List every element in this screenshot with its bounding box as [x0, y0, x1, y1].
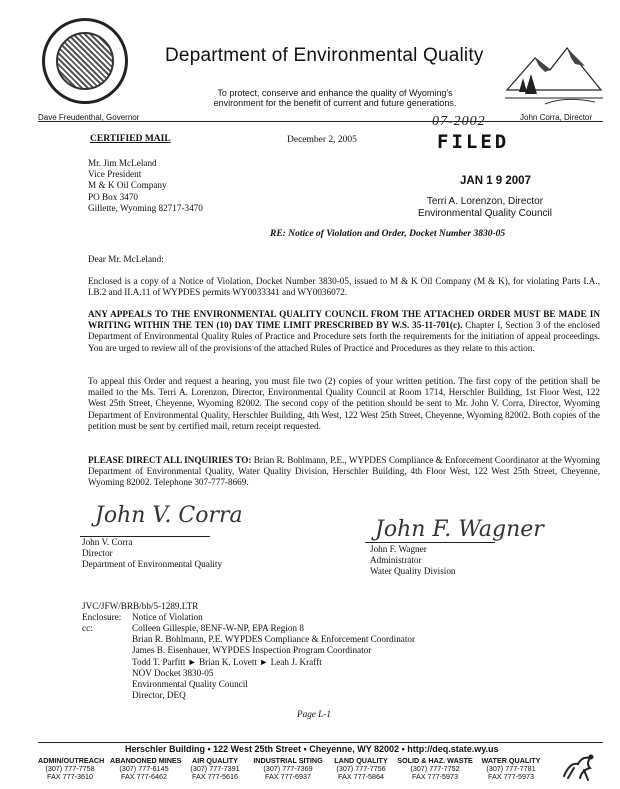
- office-name: LAND QUALITY: [334, 756, 388, 765]
- cc-item: James B. Eisenhauer, WYPDES Inspection Program Coordinator: [132, 645, 372, 656]
- office-fax: FAX 777-5973: [412, 772, 458, 782]
- page-number: Page L-1: [297, 709, 331, 719]
- letterhead-divider: [38, 121, 603, 122]
- footer-divider: [38, 742, 603, 743]
- signer-title: Administrator: [370, 555, 422, 566]
- governor-name: Dave Freudenthal, Governor: [38, 113, 140, 122]
- subject-line: RE: Notice of Violation and Order, Docket Number 3830-05: [270, 229, 506, 239]
- office-name: ADMIN/OUTREACH: [38, 756, 105, 765]
- office-phone: (307) 777-7752: [410, 764, 460, 774]
- filed-stamp-name: Terri A. Lorenzon, Director: [426, 196, 544, 207]
- appeals-warning: ANY APPEALS TO THE ENVIRONMENTAL QUALITY COUNCIL FROM THE ATTACHED ORDER MUST BE MADE IN WRITING WITHIN THE TEN (10) DAY TIME LIMIT PRESCRIBED BY W.S. 35-11-701(c).: [88, 309, 600, 331]
- paragraph-inquiries: [88, 455, 600, 489]
- cc-item: Brian R. Bohlmann, P.E. WYPDES Compliance & Enforcement Coordinator: [132, 634, 416, 645]
- appeals-details: Chapter I, Section 3 of the enclosed Department of Environmental Quality Rules of Practice and Procedure sets forth the requirements for the initiation of appeal proceedings. You are urged to review all of the provisions of the attached Rules of Practice and Procedures as they relate to this action.: [88, 320, 600, 353]
- office-fax: FAX 777-5864: [338, 772, 384, 782]
- office-phone: (307) 777-7369: [263, 764, 313, 774]
- cc-item: Director, DEQ: [132, 690, 186, 701]
- office-phone: (307) 777-6145: [119, 764, 169, 774]
- office-industrial-siting: [252, 757, 324, 782]
- footer-address: Herschler Building • 122 West 25th Street • Cheyenne, WY 82002 • http://deq.state.wy.us: [125, 744, 499, 754]
- signature-corra: John V. Corra: [95, 503, 243, 528]
- office-name: INDUSTRIAL SITING: [253, 756, 323, 765]
- office-solid-haz-waste: [397, 757, 473, 782]
- enclosure-label: Enclosure:: [82, 612, 122, 622]
- signer-office: Water Quality Division: [370, 566, 456, 577]
- director-name: John Corra, Director: [520, 113, 593, 122]
- office-admin-outreach: [38, 756, 105, 782]
- office-fax: FAX 777-5973: [488, 772, 534, 782]
- office-name: WATER QUALITY: [481, 756, 541, 765]
- signature-line-right: [365, 542, 495, 543]
- signer-block-left: [82, 537, 222, 571]
- recipient-line: M & K Oil Company: [88, 180, 167, 191]
- paragraph-petition: To appeal this Order and request a hearing, you must file two (2) copies of your written petition. The first copy of the petition shall be mailed to the Ms. Terri A. Lorenzon, Director, Environmental Quality Council at Room 1714, Herschler Building, 1st Floor West, 122 West 25th Street, Cheyenne, Wyoming 82002. The second copy of the petition should be sent to Mr. John V. Corra, Director, Wyoming Department of Environmental Quality, Herschler Building, 4th West, 122 West 25th Street, Cheyenne, Wyoming 82002. Both copies of the petition must be sent by certified mail, return receipt requested.: [88, 376, 600, 431]
- signer-title: Director: [82, 548, 113, 559]
- enclosure-value: Notice of Violation: [132, 612, 203, 622]
- office-air-quality: [184, 757, 246, 782]
- office-name: ABANDONED MINES: [110, 756, 182, 765]
- office-abandoned-mines: [110, 756, 182, 782]
- recipient-line: PO Box 3470: [88, 191, 139, 202]
- recipient-address: [88, 158, 203, 214]
- office-phone: (307) 777-7391: [190, 764, 240, 774]
- recipient-line: Mr. Jim McLeland: [88, 158, 157, 168]
- department-tagline: To protect, conserve and enhance the quality of Wyoming's environment for the benefit of current and future generations.: [213, 88, 457, 108]
- department-title: Department of Environmental Quality: [165, 45, 484, 66]
- office-phone: (307) 777-7756: [336, 764, 386, 774]
- office-fax: FAX 777-5616: [192, 772, 238, 782]
- cc-label: cc:: [82, 623, 93, 633]
- cc-item: Colleen Gillespie, 8ENF-W-NP, EPA Region 8: [132, 623, 304, 633]
- signer-name: John F. Wagner: [370, 544, 427, 554]
- cc-item: Todd T. Parfitt ► Brian K. Lovett ► Leah J. Krafft: [132, 656, 322, 667]
- mountain-landscape-logo-icon: [505, 30, 603, 108]
- office-name: SOLID & HAZ. WASTE: [397, 756, 473, 765]
- reference-initials: JVC/JFW/BRB/bb/5-1289.LTR: [82, 601, 199, 611]
- inquiries-heading: PLEASE DIRECT ALL INQUIRIES TO:: [88, 455, 252, 465]
- signature-wagner: John F. Wagner: [375, 517, 544, 542]
- recipient-line: Gillette, Wyoming 82717-3470: [88, 202, 203, 213]
- office-phone: (307) 777-7758: [45, 764, 95, 774]
- office-fax: FAX 777-3610: [47, 772, 93, 782]
- bucking-horse-logo-icon: [560, 752, 600, 784]
- cc-list: [132, 623, 415, 701]
- office-phone: (307) 777-7781: [486, 764, 536, 774]
- cc-item: Environmental Quality Council: [132, 679, 248, 690]
- paragraph-enclosure: Enclosed is a copy of a Notice of Violation, Docket Number 3830-05, issued to M & K Oil Company (M & K), for violating Parts I.A., I.B.2 and II.A.11 of WYPDES permits WY0033341 and WY0036072.: [88, 276, 600, 298]
- wyoming-state-seal: [42, 18, 128, 104]
- filed-stamp-council: Environmental Quality Council: [418, 208, 552, 219]
- office-fax: FAX 777-6462: [121, 772, 167, 782]
- signer-office: Department of Environmental Quality: [82, 559, 223, 570]
- cc-item: NOV Docket 3830-05: [132, 667, 214, 678]
- office-name: AIR QUALITY: [192, 756, 238, 765]
- office-fax: FAX 777-6937: [265, 772, 311, 782]
- filed-stamp-date: JAN 1 9 2007: [460, 175, 531, 187]
- handwritten-date: 07-2002: [432, 114, 486, 129]
- recipient-line: Vice President: [88, 169, 142, 180]
- certified-mail-label: CERTIFIED MAIL: [90, 134, 171, 144]
- seal-emblem-icon: [56, 32, 114, 90]
- paragraph-appeals: [88, 309, 600, 354]
- signer-block-right: [370, 544, 456, 578]
- inquiries-contact: Brian R. Bohlmann, P.E., WYPDES Compliance & Enforcement Coordinator at the Wyoming Department of Environmental Quality, Water Quality Division, Herschler Building, 4th Floor West, 122 West 25th Street, Cheyenne, Wyoming 82002. Telephone 307-777-8669.: [88, 455, 601, 488]
- letter-date: December 2, 2005: [287, 135, 357, 145]
- office-water-quality: [478, 757, 544, 782]
- filed-stamp: FILED: [437, 131, 510, 153]
- office-land-quality: [330, 757, 392, 782]
- signer-name: John V. Corra: [82, 537, 133, 547]
- salutation: Dear Mr. McLeland:: [88, 254, 164, 264]
- filed-stamp-signer: [418, 196, 552, 220]
